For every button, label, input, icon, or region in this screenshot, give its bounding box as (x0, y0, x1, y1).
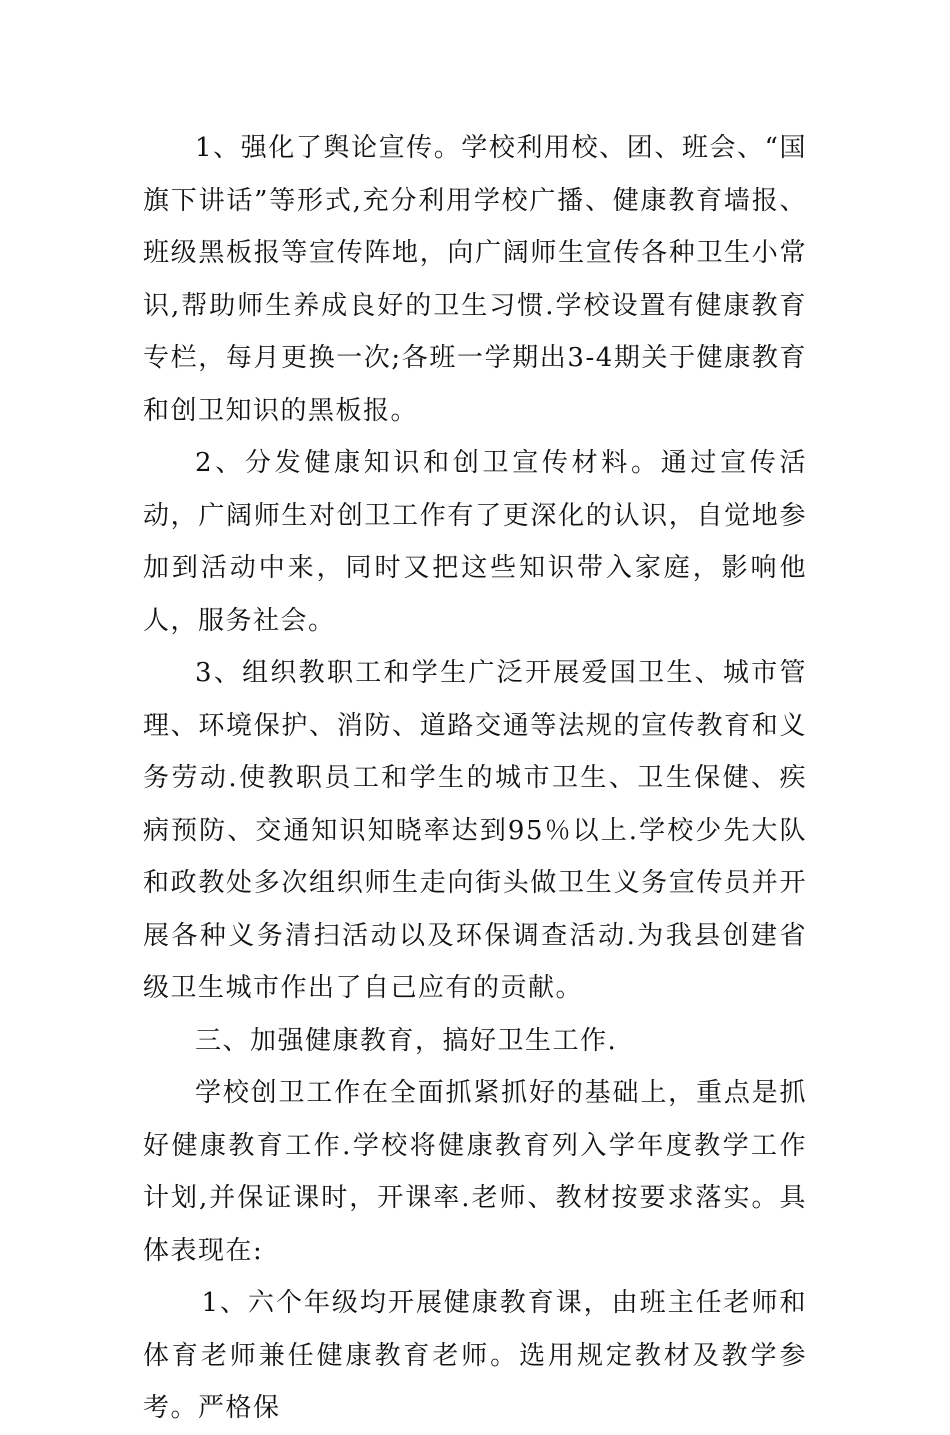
paragraph-activities: 3、组织教职工和学生广泛开展爱国卫生、城市管理、环境保护、消防、道路交通等法规的宣传教育和义务劳动.使教职员工和学生的城市卫生、卫生保健、疾病预防、交通知识知晓率达到95％以上.学校少先大队和政教处多次组织师生走向街头做卫生义务宣传员并开展各种义务清扫活动以及环保调查活动.为我县创建省级卫生城市作出了自己应有的贡献。 (143, 658, 807, 1003)
paragraph-materials: 2、分发健康知识和创卫宣传材料。通过宣传活动，广阔师生对创卫工作有了更深化的认识，自觉地参加到活动中来，同时又把这些知识带入家庭，影响他人，服务社会。 (143, 448, 807, 636)
section-heading-health-education: 三、加强健康教育，搞好卫生工作. (195, 1025, 618, 1056)
document-body (143, 122, 807, 1435)
paragraph-health-education: 学校创卫工作在全面抓紧抓好的基础上，重点是抓好健康教育工作.学校将健康教育列入学年度教学工作计划,并保证课时，开课率.老师、教材按要求落实。具体表现在: (143, 1078, 807, 1266)
paragraph-health-classes: 1、六个年级均开展健康教育课，由班主任老师和体育老师兼任健康教育老师。选用规定教材及教学参考。严格保 (143, 1288, 807, 1423)
paragraph-publicity: 1、强化了舆论宣传。学校利用校、团、班会、“国旗下讲话”等形式,充分利用学校广播、健康教育墙报、班级黑板报等宣传阵地，向广阔师生宣传各种卫生小常识,帮助师生养成良好的卫生习惯.学校设置有健康教育专栏，每月更换一次;各班一学期出3-4期关于健康教育和创卫知识的黑板报。 (143, 133, 807, 426)
